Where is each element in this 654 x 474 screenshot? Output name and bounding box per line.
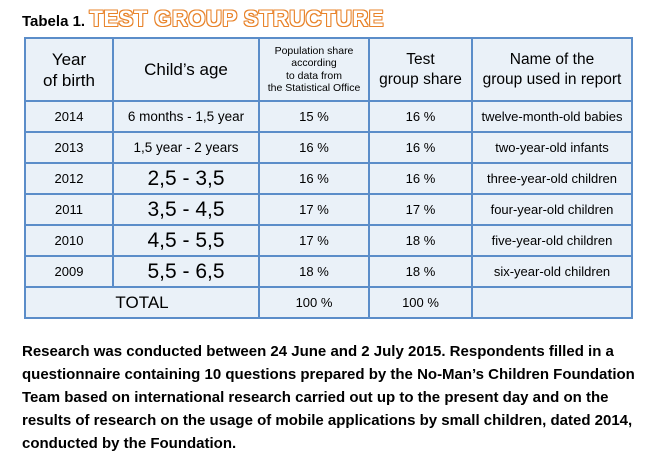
cell-group-name: three-year-old children (472, 163, 632, 194)
caption-prefix: Tabela 1. (22, 13, 86, 30)
header-name-line-2: group used in report (482, 70, 622, 88)
cell-test: 18 % (369, 225, 472, 256)
table-row (25, 256, 632, 287)
cell-population: 18 % (259, 256, 369, 287)
header-age: Child’s age (113, 38, 259, 101)
cell-age: 4,5 - 5,5 (113, 225, 259, 256)
cell-group-name: two-year-old infants (472, 132, 632, 163)
table-row (25, 163, 632, 194)
header-population-line-3: to data from (285, 69, 343, 82)
research-paragraph: Research was conducted between 24 June and 2 July 2015. Respondents filled in a questionnaire containing 10 questions prepared by the No-Man’s Children Foundation Team based on international research carried out up to the present day and on the results of research on the usage of mobile applications by small children, dated 2014, conducted by the Foundation. (22, 343, 635, 452)
header-test-share (369, 38, 472, 101)
table-caption (22, 6, 384, 36)
cell-age: 1,5 year - 2 years (113, 132, 259, 163)
table-row (25, 132, 632, 163)
header-name-line-1: Name of the (509, 50, 595, 68)
header-year-line-1: Year (51, 49, 87, 69)
cell-group-name: four-year-old children (472, 194, 632, 225)
caption-title: TEST GROUP STRUCTURE (89, 6, 384, 31)
header-test-line-1: Test (406, 50, 435, 68)
header-population-line-4: the Statistical Office (267, 82, 361, 94)
test-group-table (24, 37, 633, 319)
cell-test: 17 % (369, 194, 472, 225)
header-year (25, 38, 113, 101)
cell-group-name: six-year-old children (472, 256, 632, 287)
cell-year: 2011 (25, 194, 113, 225)
total-row (25, 287, 632, 318)
cell-group-name: twelve-month-old babies (472, 101, 632, 132)
cell-test: 18 % (369, 256, 472, 287)
cell-population: 15 % (259, 101, 369, 132)
cell-test: 16 % (369, 132, 472, 163)
cell-age: 3,5 - 4,5 (113, 194, 259, 225)
total-empty-cell (472, 287, 632, 318)
header-population-line-1: Population share (274, 44, 354, 57)
table-row (25, 101, 632, 132)
header-year-line-2: of birth (43, 70, 95, 90)
cell-year: 2013 (25, 132, 113, 163)
total-test: 100 % (369, 287, 472, 318)
table-row (25, 194, 632, 225)
cell-population: 17 % (259, 225, 369, 256)
cell-year: 2012 (25, 163, 113, 194)
cell-year: 2009 (25, 256, 113, 287)
total-population: 100 % (259, 287, 369, 318)
cell-test: 16 % (369, 163, 472, 194)
cell-age: 6 months - 1,5 year (113, 101, 259, 132)
cell-test: 16 % (369, 101, 472, 132)
header-population-line-2: according (291, 57, 337, 69)
header-row (25, 38, 632, 101)
cell-population: 17 % (259, 194, 369, 225)
cell-population: 16 % (259, 132, 369, 163)
cell-year: 2014 (25, 101, 113, 132)
header-population (259, 38, 369, 101)
cell-group-name: five-year-old children (472, 225, 632, 256)
cell-age: 5,5 - 6,5 (113, 256, 259, 287)
header-test-line-2: group share (379, 70, 462, 88)
table-row (25, 225, 632, 256)
total-label: TOTAL (25, 287, 259, 318)
cell-age: 2,5 - 3,5 (113, 163, 259, 194)
header-group-name (472, 38, 632, 101)
cell-year: 2010 (25, 225, 113, 256)
cell-population: 16 % (259, 163, 369, 194)
